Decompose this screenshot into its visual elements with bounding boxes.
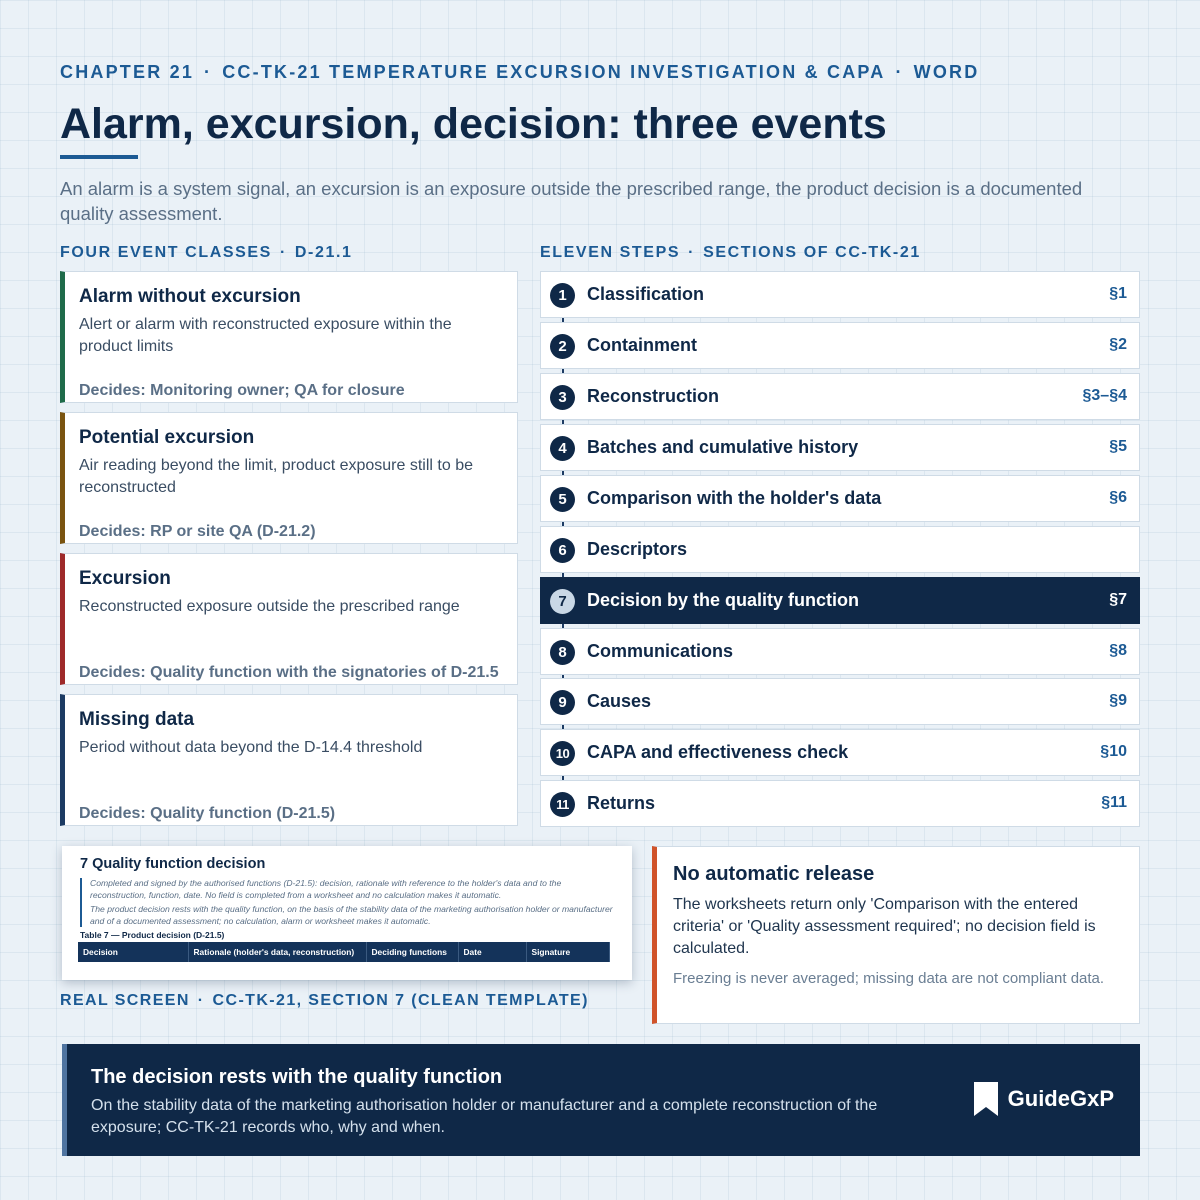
step-section-ref: §11 (1101, 794, 1127, 811)
event-classes-label-ref: D-21.1 (294, 244, 353, 261)
step-label: Comparison with the holder's data (587, 488, 882, 508)
steps-label-ref: SECTIONS OF CC-TK-21 (703, 244, 921, 261)
step-number-badge: 3 (550, 385, 575, 410)
step-number-badge: 5 (550, 487, 575, 512)
event-card-description: Reconstructed exposure outside the prescribed range (79, 598, 460, 615)
kicker-separator: · (204, 62, 213, 82)
table-header-date: Date (458, 942, 526, 962)
kicker-format: WORD (913, 62, 980, 82)
step-label: Classification (587, 284, 705, 304)
steps-label-main: ELEVEN STEPS (540, 244, 681, 261)
screen-caption (60, 992, 589, 1010)
step-returns (540, 780, 1140, 827)
step-reconstruction (540, 373, 1140, 420)
steps-label (540, 244, 921, 262)
step-containment (540, 322, 1140, 369)
step-number-badge: 2 (550, 334, 575, 359)
step-number-badge: 11 (550, 792, 575, 817)
step-causes (540, 678, 1140, 725)
note-subtext: Freezing is never averaged; missing data are not compliant data. (673, 970, 1105, 987)
step-label: Batches and cumulative history (587, 437, 859, 457)
page-lede: An alarm is a system signal, an excursion is an exposure outside the prescribed range, the product decision is a documented quality assessment. (60, 178, 1083, 224)
event-card-title: Potential excursion (79, 427, 255, 448)
event-classes-label (60, 244, 353, 262)
screen-body (80, 878, 616, 927)
banner-title: The decision rests with the quality function (91, 1066, 503, 1088)
event-card-potential-excursion (60, 412, 518, 544)
step-section-ref: §2 (1109, 336, 1127, 353)
step-label: Descriptors (587, 539, 688, 559)
event-card-title: Excursion (79, 568, 171, 589)
event-card-decides: Decides: RP or site QA (D-21.2) (79, 523, 316, 540)
step-label: CAPA and effectiveness check (587, 742, 849, 762)
step-comparison (540, 475, 1140, 522)
step-classification (540, 271, 1140, 318)
step-number-badge: 7 (550, 589, 575, 614)
screen-paragraph: The product decision rests with the quality function, on the basis of the stability data of the marketing authorisation holder or manufacturer and of a documented assessment; no calculation, alarm or worksheet makes it automatic. (90, 904, 613, 926)
event-classes-label-main: FOUR EVENT CLASSES (60, 244, 272, 261)
bookmark-icon (974, 1082, 998, 1116)
screen-title: 7 Quality function decision (80, 856, 266, 872)
chapter-kicker (60, 62, 979, 83)
event-card-title: Missing data (79, 709, 195, 730)
step-label: Reconstruction (587, 386, 720, 406)
step-label: Causes (587, 691, 652, 711)
event-card-description: Period without data beyond the D-14.4 threshold (79, 739, 423, 756)
event-card-missing-data (60, 694, 518, 826)
title-underline (60, 155, 138, 159)
step-section-ref: §5 (1109, 438, 1127, 455)
step-section-ref: §9 (1109, 692, 1127, 709)
screen-caption-main: REAL SCREEN (60, 992, 190, 1009)
note-body: The worksheets return only 'Comparison with the entered criteria' or 'Quality assessment required'; no decision field is calculated. (673, 896, 1096, 957)
step-decision-active (540, 577, 1140, 624)
event-card-title: Alarm without excursion (79, 286, 301, 307)
step-section-ref: §8 (1109, 642, 1127, 659)
decision-table (78, 942, 610, 962)
table-header-functions: Deciding functions (366, 942, 458, 962)
step-number-badge: 4 (550, 436, 575, 461)
kicker-document: CC-TK-21 TEMPERATURE EXCURSION INVESTIGATION & CAPA (222, 62, 886, 82)
event-card-description: Alert or alarm with reconstructed exposure within the product limits (79, 316, 452, 355)
note-title: No automatic release (673, 863, 875, 885)
step-number-badge: 6 (550, 538, 575, 563)
step-label: Returns (587, 793, 656, 813)
template-screenshot (62, 846, 632, 980)
table-header-signature: Signature (526, 942, 610, 962)
event-card-decides: Decides: Quality function with the signatories of D-21.5 (79, 664, 499, 681)
event-card-decides: Decides: Quality function (D-21.5) (79, 805, 336, 822)
step-label: Decision by the quality function (587, 590, 860, 610)
step-label: Communications (587, 641, 734, 661)
screen-caption-ref: CC-TK-21, SECTION 7 (CLEAN TEMPLATE) (212, 992, 589, 1009)
step-section-ref: §3–§4 (1082, 387, 1127, 404)
label-separator: · (688, 244, 696, 261)
step-communications (540, 628, 1140, 675)
step-section-ref: §1 (1109, 285, 1127, 302)
step-section-ref: §7 (1109, 591, 1127, 608)
table-header-rationale: Rationale (holder's data, reconstruction) (188, 942, 366, 962)
brand-logo (974, 1082, 1114, 1116)
step-number-badge: 8 (550, 640, 575, 665)
step-capa (540, 729, 1140, 776)
brand-name: GuideGxP (1007, 1086, 1114, 1111)
event-card-decides: Decides: Monitoring owner; QA for closure (79, 382, 405, 399)
kicker-separator: · (895, 62, 904, 82)
event-card-excursion (60, 553, 518, 685)
event-card-alarm-without-excursion (60, 271, 518, 403)
no-automatic-release-note (652, 846, 1140, 1024)
step-number-badge: 10 (550, 741, 575, 766)
label-separator: · (279, 244, 287, 261)
table-header-decision: Decision (78, 942, 188, 962)
step-descriptors (540, 526, 1140, 573)
label-separator: · (197, 992, 205, 1009)
step-number-badge: 1 (550, 283, 575, 308)
page-title: Alarm, excursion, decision: three events (60, 100, 887, 148)
step-section-ref: §6 (1109, 489, 1127, 506)
screen-paragraph: Completed and signed by the authorised functions (D-21.5): decision, rationale with reference to the holder's data and to the reconstruction, function, date. No field is completed from a worksheet and no calculation makes it automatic. (90, 878, 562, 900)
step-batches (540, 424, 1140, 471)
conclusion-banner (62, 1044, 1140, 1156)
step-section-ref: §10 (1100, 743, 1127, 760)
screen-table-caption: Table 7 — Product decision (D-21.5) (80, 930, 225, 940)
step-number-badge: 9 (550, 690, 575, 715)
event-card-description: Air reading beyond the limit, product exposure still to be reconstructed (79, 457, 473, 496)
step-label: Containment (587, 335, 697, 355)
banner-body: On the stability data of the marketing authorisation holder or manufacturer and a complete reconstruction of the exposure; CC-TK-21 records who, why and when. (91, 1097, 878, 1136)
kicker-chapter: CHAPTER 21 (60, 62, 195, 82)
